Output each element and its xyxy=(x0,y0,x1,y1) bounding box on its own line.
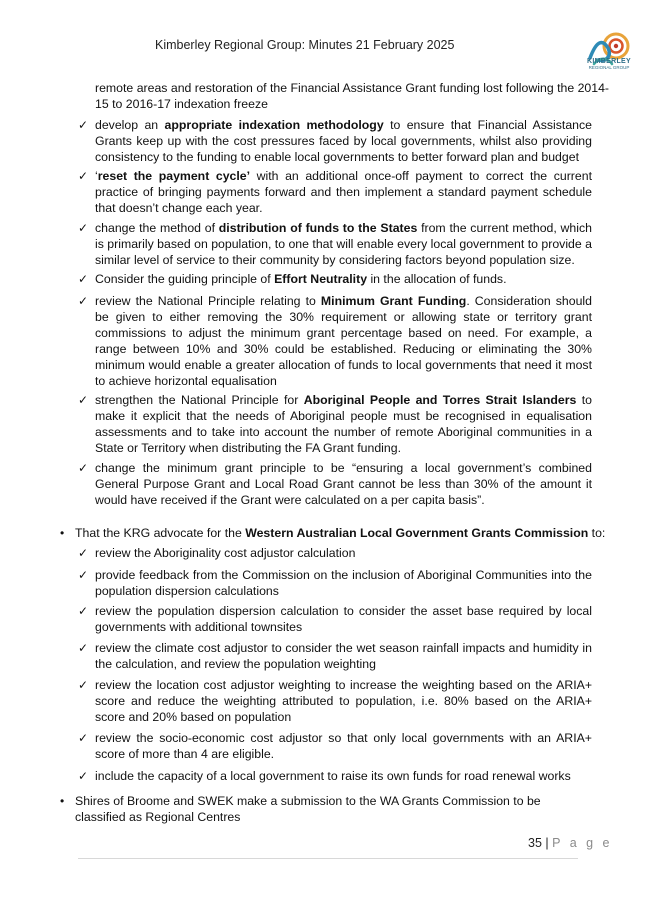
federal-item-text-end: . Consideration should be given to either removing the 30% requirement or allowing state or territory grant commissions to adjust the minimum grant percentage based on need. For example, a range between 10% and 30% could be established. Reducing or eliminating the 30% minimum would enable a greater allocation of funds to local governments that need it most to achieve horizontal equalisation xyxy=(95,294,592,389)
federal-item-text-end: to ensure that Financial Assistance Grants keep up with the cost pressures faced by local governments, whilst also providing consistency to the funding to enable local governments to better forward plan and budget xyxy=(95,118,592,165)
federal-item-text: ‘ xyxy=(95,169,98,183)
bullet-icon: • xyxy=(60,794,65,808)
wa-bullet-bold: Western Australian Local Government Grants Commission xyxy=(245,526,589,540)
federal-item xyxy=(95,117,592,165)
checkmark-icon: ✓ xyxy=(78,461,89,475)
footer-divider xyxy=(78,858,578,859)
federal-item xyxy=(95,220,592,268)
federal-item-text: Consider the guiding principle of xyxy=(95,272,275,286)
intro-line-1: remote areas and restoration of the Financial Assistance Grant funding lost following the 2014- xyxy=(95,81,610,95)
document-header-title: Kimberley Regional Group: Minutes 21 February 2025 xyxy=(155,38,455,52)
federal-item-text: change the method of xyxy=(95,221,219,235)
wa-item: review the population dispersion calculation to consider the asset base required by local governments with additional townsites xyxy=(95,604,592,635)
federal-item-text: develop an xyxy=(95,118,165,132)
federal-item-text: change the minimum grant principle to be “ensuring a local government’s combined General Purpose Grant and Local Road Grant cannot be less than 30% of the amount it would have received if the Grant were calculated on a per capita basis”. xyxy=(95,461,592,508)
federal-item xyxy=(95,168,592,216)
federal-item-emphasis: Minimum Grant Funding xyxy=(320,294,467,308)
checkmark-icon: ✓ xyxy=(78,169,89,183)
page-footer xyxy=(528,836,613,850)
federal-item xyxy=(95,460,592,508)
federal-item-text-end: from the current method, which is primarily based on population, to one that will enable every local government to provide a similar level of service to their community by considering factors beyond population size. xyxy=(95,221,592,268)
checkmark-icon: ✓ xyxy=(78,568,89,582)
checkmark-icon: ✓ xyxy=(78,546,89,560)
wa-item: review the location cost adjustor weighting to increase the weighting based on the ARIA+ score and reduce the weighting attributed to population, i.e. 80% based on the ARIA+ score and 20% based on population xyxy=(95,678,592,725)
federal-item xyxy=(95,271,592,287)
logo-text: KIMBERLEY xyxy=(587,58,631,65)
federal-item xyxy=(95,293,592,390)
federal-item-emphasis: Effort Neutrality xyxy=(274,272,368,286)
federal-item-emphasis: distribution of funds to the States xyxy=(218,221,418,235)
final-bullet-text: Shires of Broome and SWEK make a submission to the WA Grants Commission to be classified as Regional Centres xyxy=(75,794,541,825)
checkmark-icon: ✓ xyxy=(78,731,89,745)
checkmark-icon: ✓ xyxy=(78,769,89,783)
federal-item-text-end: to make it explicit that the needs of Aboriginal people must be recognised in equalisation assessments and to take into account the number of remote Aboriginal communities in a State or Territory when distributing the FA Grant funding. xyxy=(95,393,592,456)
wa-bullet-post: to: xyxy=(588,526,606,540)
checkmark-icon: ✓ xyxy=(78,294,89,308)
checkmark-icon: ✓ xyxy=(78,393,89,407)
logo-subtext: REGIONAL GROUP xyxy=(588,65,630,70)
wa-item: provide feedback from the Commission on the inclusion of Aboriginal Communities into the population dispersion calculations xyxy=(95,568,592,599)
wa-bullet-text xyxy=(75,525,605,541)
federal-item-text: strengthen the National Principle for xyxy=(95,393,304,407)
wa-item: review the socio-economic cost adjustor so that only local governments with an ARIA+ score of more than 4 are eligible. xyxy=(95,731,592,762)
logo-caption xyxy=(586,58,632,71)
wa-item: review the Aboriginality cost adjustor calculation xyxy=(95,546,356,560)
federal-item-emphasis: appropriate indexation methodology xyxy=(164,118,384,132)
page-separator: | xyxy=(545,836,549,850)
federal-item-emphasis: Aboriginal People and Torres Strait Islanders xyxy=(303,393,577,407)
federal-item-text-end: with an additional once-off payment to correct the current practice of bringing payments forward and then implement a standard payment schedule that doesn’t change each year. xyxy=(95,169,592,216)
page-number: 35 xyxy=(528,836,542,850)
bullet-icon: • xyxy=(60,526,65,540)
intro-line-2: 15 to 2016-17 indexation freeze xyxy=(95,97,268,111)
checkmark-icon: ✓ xyxy=(78,604,89,618)
federal-item xyxy=(95,392,592,456)
checkmark-icon: ✓ xyxy=(78,118,89,132)
federal-item-emphasis: reset the payment cycle’ xyxy=(97,169,251,183)
page-word: P a g e xyxy=(552,836,613,850)
federal-item-text: review the National Principle relating to xyxy=(95,294,321,308)
checkmark-icon: ✓ xyxy=(78,272,89,286)
checkmark-icon: ✓ xyxy=(78,641,89,655)
wa-item: review the climate cost adjustor to consider the wet season rainfall impacts and humidity in the calculation, and review the population weighting xyxy=(95,641,592,672)
checkmark-icon: ✓ xyxy=(78,678,89,692)
federal-item-text-end: in the allocation of funds. xyxy=(367,272,507,286)
wa-item: include the capacity of a local government to raise its own funds for road renewal works xyxy=(95,769,571,783)
wa-bullet-pre: That the KRG advocate for the xyxy=(75,526,246,540)
checkmark-icon: ✓ xyxy=(78,221,89,235)
